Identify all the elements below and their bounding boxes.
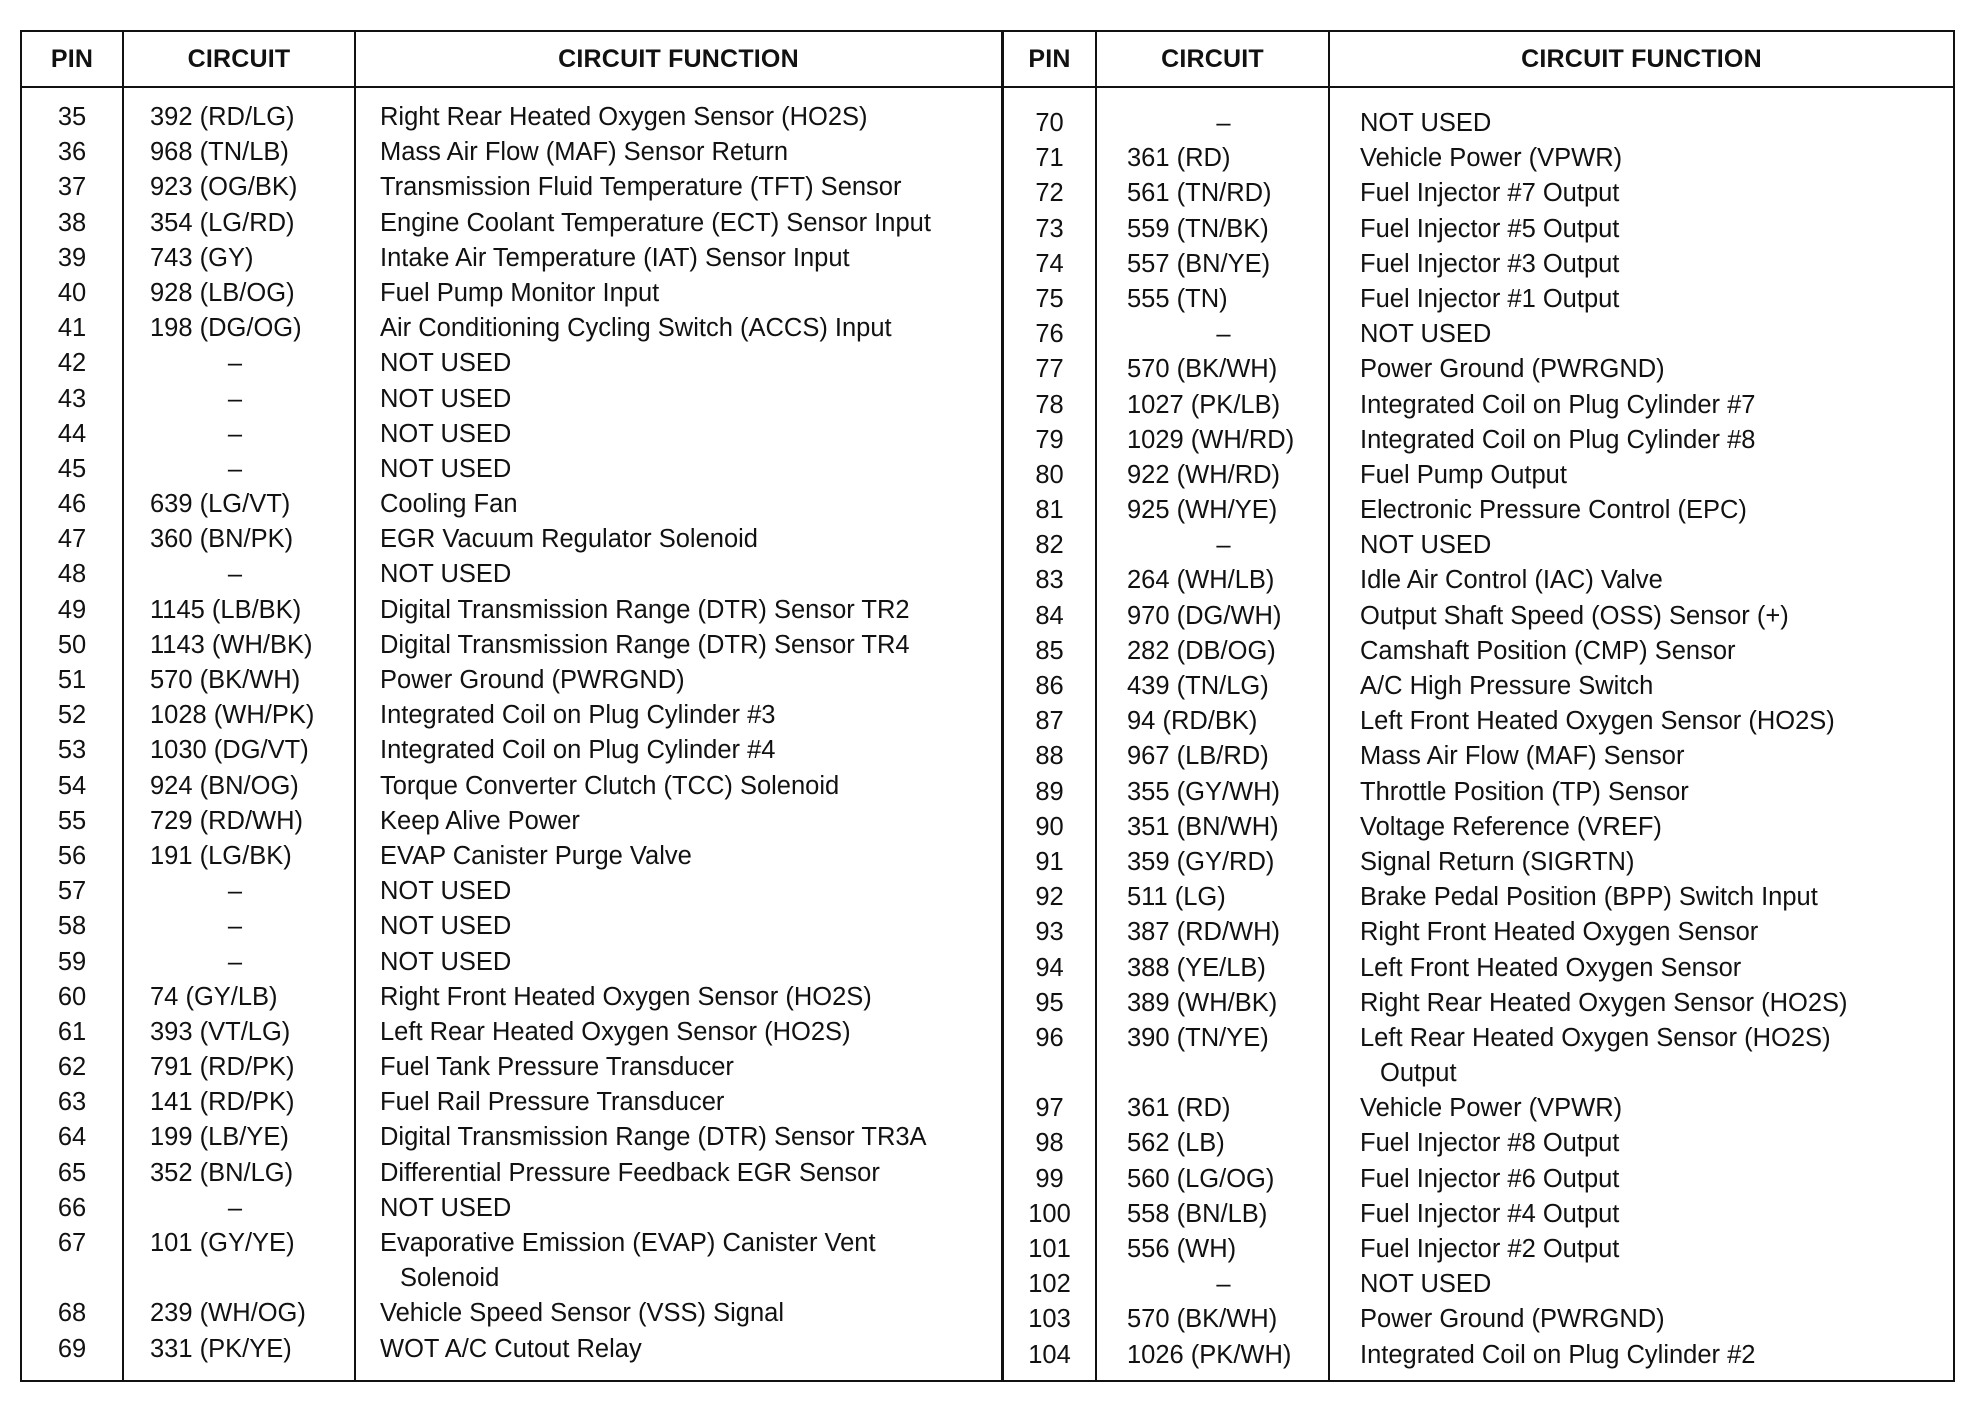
pin-table — [20, 30, 1955, 1382]
function-cell: Right Front Heated Oxygen Sensor (HO2S) — [380, 982, 872, 1011]
header-circuit-function: CIRCUIT FUNCTION — [1521, 44, 1762, 73]
circuit-cell: 729 (RD/WH) — [150, 806, 304, 835]
pin-cell: 66 — [57, 1193, 87, 1222]
pin-cell: 64 — [57, 1123, 87, 1152]
circuit-cell: 970 (DG/WH) — [1127, 601, 1282, 630]
function-cell: Digital Transmission Range (DTR) Sensor TR2 — [380, 595, 910, 624]
pin-cell: 35 — [57, 103, 87, 131]
pin-cell: 98 — [1035, 1129, 1064, 1158]
circuit-cell: – — [227, 419, 243, 448]
function-cell: Left Front Heated Oxygen Sensor — [1360, 953, 1742, 982]
pin-cell: 104 — [1028, 1340, 1071, 1369]
function-cell: Power Ground (PWRGND) — [1360, 1305, 1665, 1334]
function-cell: Fuel Injector #1 Output — [1360, 284, 1620, 313]
function-cell: Output Shaft Speed (OSS) Sensor (+) — [1360, 601, 1789, 630]
pin-cell: 99 — [1035, 1164, 1064, 1193]
pin-cell: 95 — [1035, 988, 1064, 1017]
function-cell: NOT USED — [380, 384, 512, 413]
pin-cell: 72 — [1035, 179, 1064, 208]
circuit-cell: 570 (BK/WH) — [1127, 1305, 1278, 1334]
function-cell: Keep Alive Power — [380, 806, 580, 835]
pin-cell: 75 — [1035, 284, 1064, 313]
function-line: Left Rear Heated Oxygen Sensor (HO2S) — [1360, 1023, 1831, 1052]
circuit-cell: 639 (LG/VT) — [150, 490, 291, 519]
function-cell: Intake Air Temperature (IAT) Sensor Input — [380, 243, 850, 272]
circuit-cell: 791 (RD/PK) — [150, 1053, 295, 1082]
pin-cell: 78 — [1035, 390, 1064, 419]
circuit-cell: 393 (VT/LG) — [150, 1017, 291, 1046]
pin-cell: 65 — [57, 1158, 87, 1187]
pin-cell: 69 — [57, 1334, 87, 1363]
circuit-cell: 191 (LG/BK) — [150, 841, 292, 870]
function-cell: Left Front Heated Oxygen Sensor (HO2S) — [1360, 707, 1835, 736]
circuit-cell: 555 (TN) — [1127, 284, 1228, 313]
function-column — [1330, 88, 1953, 1380]
circuit-cell: 558 (BN/LB) — [1127, 1199, 1268, 1228]
function-cell: Fuel Pump Output — [1360, 460, 1567, 489]
circuit-cell: – — [1216, 320, 1231, 349]
pin-cell: 103 — [1028, 1305, 1071, 1334]
circuit-cell: 928 (LB/OG) — [150, 278, 295, 307]
circuit-cell: 388 (YE/LB) — [1127, 953, 1266, 982]
pin-column — [1004, 88, 1097, 1380]
pin-cell: 53 — [57, 736, 87, 765]
pin-cell: 56 — [57, 841, 87, 870]
function-cell: Fuel Injector #5 Output — [1360, 214, 1620, 243]
header-circuit-function: CIRCUIT FUNCTION — [558, 44, 799, 73]
function-cell: Left Rear Heated Oxygen Sensor (HO2S) — [380, 1017, 851, 1046]
circuit-cell: 1026 (PK/WH) — [1127, 1340, 1292, 1369]
pin-cell: 97 — [1035, 1094, 1064, 1123]
circuit-cell: 239 (WH/OG) — [150, 1299, 306, 1328]
pin-cell: 92 — [1035, 883, 1064, 912]
function-cell: Mass Air Flow (MAF) Sensor Return — [380, 138, 789, 167]
function-cell: Differential Pressure Feedback EGR Sensor — [380, 1158, 880, 1187]
circuit-cell: 570 (BK/WH) — [1127, 355, 1278, 384]
function-cell: Fuel Injector #3 Output — [1360, 249, 1620, 278]
circuit-cell: 556 (WH) — [1127, 1235, 1237, 1264]
pin-cell: 82 — [1035, 531, 1064, 560]
function-cell: Vehicle Power (VPWR) — [1360, 144, 1623, 173]
pin-cell: 62 — [57, 1053, 87, 1082]
function-cell: NOT USED — [380, 912, 512, 941]
function-cell: Digital Transmission Range (DTR) Sensor TR4 — [380, 630, 910, 659]
function-cell: Power Ground (PWRGND) — [380, 666, 685, 694]
circuit-cell: 924 (BN/OG) — [150, 771, 299, 800]
function-cell: Fuel Injector #6 Output — [1360, 1164, 1620, 1193]
pin-cell: 89 — [1035, 777, 1064, 806]
pin-column — [22, 88, 124, 1380]
pin-cell: 73 — [1035, 214, 1064, 243]
pin-cell: 37 — [57, 173, 87, 202]
circuit-cell: 282 (DB/OG) — [1127, 636, 1276, 665]
pin-cell: 39 — [57, 243, 87, 272]
header-circuit: CIRCUIT — [124, 32, 356, 86]
pin-cell: 102 — [1028, 1270, 1071, 1299]
pin-cell: 54 — [57, 771, 87, 800]
function-cell: Idle Air Control (IAC) Valve — [1360, 566, 1663, 595]
circuit-cell: 439 (TN/LG) — [1127, 672, 1269, 700]
function-cell: Integrated Coil on Plug Cylinder #8 — [1360, 425, 1756, 454]
pin-cell: 100 — [1028, 1199, 1071, 1228]
pin-cell: 96 — [1035, 1023, 1064, 1052]
header-pin: PIN — [1004, 32, 1097, 86]
function-cell: Camshaft Position (CMP) Sensor — [1360, 636, 1736, 665]
function-cell: NOT USED — [1360, 531, 1492, 560]
function-cell: Throttle Position (TP) Sensor — [1360, 777, 1689, 806]
circuit-cell: 387 (RD/WH) — [1127, 918, 1281, 947]
circuit-cell: 331 (PK/YE) — [150, 1334, 292, 1363]
function-cell: A/C High Pressure Switch — [1360, 672, 1654, 700]
function-cell: NOT USED — [380, 947, 512, 976]
pin-cell: 49 — [57, 595, 87, 624]
pin-cell: 74 — [1035, 249, 1064, 278]
function-cell: Transmission Fluid Temperature (TFT) Sensor — [380, 173, 902, 202]
circuit-cell: – — [227, 454, 243, 483]
circuit-cell: 361 (RD) — [1127, 1094, 1231, 1123]
function-cell: NOT USED — [1360, 109, 1492, 137]
circuit-cell: – — [1216, 109, 1231, 137]
function-cell: Integrated Coil on Plug Cylinder #2 — [1360, 1340, 1756, 1369]
circuit-cell: 1030 (DG/VT) — [150, 736, 309, 765]
pin-cell: 45 — [57, 454, 87, 483]
function-cell: Signal Return (SIGRTN) — [1360, 847, 1635, 876]
function-cell: Right Rear Heated Oxygen Sensor (HO2S) — [380, 103, 868, 131]
function-cell: Integrated Coil on Plug Cylinder #4 — [380, 736, 776, 765]
circuit-cell: 923 (OG/BK) — [150, 173, 298, 202]
pin-cell: 40 — [57, 278, 87, 307]
circuit-cell: 94 (RD/BK) — [1127, 707, 1258, 736]
function-cell: Fuel Pump Monitor Input — [380, 278, 660, 307]
circuit-cell: 355 (GY/WH) — [1127, 777, 1281, 806]
function-cell: Fuel Rail Pressure Transducer — [380, 1088, 725, 1117]
circuit-cell: 351 (BN/WH) — [1127, 812, 1279, 841]
pin-cell: 63 — [57, 1088, 87, 1117]
circuit-cell: – — [227, 560, 243, 589]
pin-cell: 77 — [1035, 355, 1064, 384]
circuit-cell: – — [227, 1193, 243, 1222]
pin-cell: 50 — [57, 630, 87, 659]
function-cell: Mass Air Flow (MAF) Sensor — [1360, 742, 1685, 771]
table-right-half — [1004, 32, 1953, 1380]
pin-cell: 70 — [1035, 109, 1064, 137]
circuit-cell: 570 (BK/WH) — [150, 666, 301, 694]
circuit-cell: 561 (TN/RD) — [1127, 179, 1272, 208]
circuit-cell: 359 (GY/RD) — [1127, 847, 1275, 876]
function-cell: NOT USED — [380, 877, 512, 906]
circuit-cell: 354 (LG/RD) — [150, 208, 295, 237]
pin-cell: 51 — [57, 666, 87, 694]
circuit-cell: – — [1216, 531, 1231, 560]
pin-cell: 44 — [57, 419, 87, 448]
circuit-cell: 967 (LB/RD) — [1127, 742, 1269, 771]
pin-cell: 81 — [1035, 496, 1064, 525]
circuit-cell: 352 (BN/LG) — [150, 1158, 294, 1187]
pin-cell: 52 — [57, 701, 87, 730]
pin-cell: 67 — [57, 1229, 87, 1257]
circuit-cell: 199 (LB/YE) — [150, 1123, 289, 1152]
function-cell: Integrated Coil on Plug Cylinder #3 — [380, 701, 776, 730]
function-cell: Fuel Injector #2 Output — [1360, 1235, 1620, 1264]
function-cell: EVAP Canister Purge Valve — [380, 841, 692, 870]
circuit-cell: 562 (LB) — [1127, 1129, 1225, 1158]
function-cell: WOT A/C Cutout Relay — [380, 1334, 642, 1363]
pin-cell: 90 — [1035, 812, 1064, 841]
function-cell: Right Front Heated Oxygen Sensor — [1360, 918, 1759, 947]
circuit-column — [124, 88, 356, 1380]
table-body-right — [1004, 88, 1953, 1380]
pin-cell: 84 — [1035, 601, 1064, 630]
pin-cell: 47 — [57, 525, 87, 554]
pin-cell: 57 — [57, 877, 87, 906]
function-line: Evaporative Emission (EVAP) Canister Vent — [380, 1229, 876, 1257]
circuit-cell: 1145 (LB/BK) — [150, 595, 302, 624]
function-cell: Voltage Reference (VREF) — [1360, 812, 1662, 841]
function-line: Solenoid — [400, 1264, 500, 1293]
function-cell: Integrated Coil on Plug Cylinder #7 — [1360, 390, 1756, 419]
pin-cell: 85 — [1035, 636, 1064, 665]
function-cell: Brake Pedal Position (BPP) Switch Input — [1360, 883, 1818, 912]
header-row-left — [22, 32, 1001, 88]
circuit-cell: 922 (WH/RD) — [1127, 460, 1281, 489]
pin-cell: 38 — [57, 208, 87, 237]
function-cell: Air Conditioning Cycling Switch (ACCS) Input — [380, 314, 892, 343]
function-cell: NOT USED — [1360, 320, 1492, 349]
circuit-cell: 1027 (PK/LB) — [1127, 390, 1281, 419]
function-cell: NOT USED — [380, 349, 512, 378]
circuit-cell: 743 (GY) — [150, 243, 254, 272]
circuit-cell: 74 (GY/LB) — [150, 982, 278, 1011]
circuit-cell: 198 (DG/OG) — [150, 314, 302, 343]
circuit-cell: – — [227, 384, 243, 413]
circuit-cell: 361 (RD) — [1127, 144, 1231, 173]
function-cell: Fuel Tank Pressure Transducer — [380, 1053, 734, 1082]
pin-cell: 68 — [57, 1299, 87, 1328]
function-cell: NOT USED — [1360, 1270, 1492, 1299]
pin-cell: 91 — [1035, 847, 1064, 876]
function-cell: Fuel Injector #7 Output — [1360, 179, 1620, 208]
function-cell: NOT USED — [380, 560, 512, 589]
circuit-cell: 264 (WH/LB) — [1127, 566, 1275, 595]
circuit-cell: 389 (WH/BK) — [1127, 988, 1278, 1017]
circuit-cell: 360 (BN/PK) — [150, 525, 294, 554]
pin-cell: 36 — [57, 138, 87, 167]
pin-cell: 55 — [57, 806, 87, 835]
header-pin: PIN — [22, 32, 124, 86]
table-left-half — [22, 32, 1004, 1380]
function-cell: EGR Vacuum Regulator Solenoid — [380, 525, 758, 554]
function-cell: NOT USED — [380, 1193, 512, 1222]
function-cell: Right Rear Heated Oxygen Sensor (HO2S) — [1360, 988, 1848, 1017]
pin-cell: 101 — [1028, 1235, 1071, 1264]
function-cell: Fuel Injector #4 Output — [1360, 1199, 1620, 1228]
function-cell: Fuel Injector #8 Output — [1360, 1129, 1620, 1158]
circuit-cell: 1028 (WH/PK) — [150, 701, 315, 730]
function-cell — [356, 1226, 1001, 1296]
circuit-cell: 392 (RD/LG) — [150, 103, 295, 131]
circuit-cell: 559 (TN/BK) — [1127, 214, 1269, 243]
pin-cell: 83 — [1035, 566, 1064, 595]
circuit-cell: 557 (BN/YE) — [1127, 249, 1271, 278]
circuit-cell: – — [227, 877, 243, 906]
pin-cell: 76 — [1035, 320, 1064, 349]
header-circuit: CIRCUIT — [1097, 32, 1330, 86]
circuit-cell: 968 (TN/LB) — [150, 138, 289, 167]
function-cell: NOT USED — [380, 419, 512, 448]
function-cell: Power Ground (PWRGND) — [1360, 355, 1665, 384]
pin-cell: 60 — [57, 982, 87, 1011]
pin-cell: 88 — [1035, 742, 1064, 771]
circuit-cell: 925 (WH/YE) — [1127, 496, 1278, 525]
header-row-right — [1004, 32, 1953, 88]
function-cell: Vehicle Power (VPWR) — [1360, 1094, 1623, 1123]
pin-cell: 41 — [57, 314, 87, 343]
pin-cell: 46 — [57, 490, 87, 519]
table-body-left — [22, 88, 1001, 1380]
function-cell: Electronic Pressure Control (EPC) — [1360, 496, 1747, 525]
circuit-column — [1097, 88, 1330, 1380]
pin-cell: 71 — [1035, 144, 1064, 173]
circuit-cell: 1029 (WH/RD) — [1127, 425, 1295, 454]
pin-cell: 61 — [57, 1017, 87, 1046]
pin-cell: 87 — [1035, 707, 1064, 736]
function-cell: Torque Converter Clutch (TCC) Solenoid — [380, 771, 840, 800]
pin-cell: 79 — [1035, 425, 1064, 454]
function-column — [356, 88, 1001, 1380]
function-cell: NOT USED — [380, 454, 512, 483]
circuit-cell: – — [227, 912, 243, 941]
pin-cell: 80 — [1035, 460, 1064, 489]
circuit-cell: 101 (GY/YE) — [150, 1229, 295, 1257]
function-cell: Cooling Fan — [380, 490, 518, 519]
function-cell: Digital Transmission Range (DTR) Sensor TR3A — [380, 1123, 927, 1152]
circuit-cell: 1143 (WH/BK) — [150, 630, 313, 659]
pin-cell: 48 — [57, 560, 87, 589]
pin-cell: 43 — [57, 384, 87, 413]
pin-cell: 86 — [1035, 672, 1064, 700]
pin-cell: 94 — [1035, 953, 1064, 982]
function-cell — [1330, 1021, 1953, 1091]
circuit-cell: 560 (LG/OG) — [1127, 1164, 1275, 1193]
circuit-cell: – — [1216, 1270, 1231, 1299]
function-line: Output — [1380, 1059, 1457, 1088]
function-cell: Vehicle Speed Sensor (VSS) Signal — [380, 1299, 784, 1328]
circuit-cell: 141 (RD/PK) — [150, 1088, 295, 1117]
circuit-cell: 390 (TN/YE) — [1127, 1023, 1269, 1052]
pin-cell: 93 — [1035, 918, 1064, 947]
circuit-cell: 511 (LG) — [1127, 883, 1226, 912]
pin-cell: 59 — [57, 947, 87, 976]
pin-cell: 58 — [57, 912, 87, 941]
function-cell: Engine Coolant Temperature (ECT) Sensor Input — [380, 208, 931, 237]
circuit-cell: – — [227, 349, 243, 378]
circuit-cell: – — [227, 947, 243, 976]
pin-cell: 42 — [57, 349, 87, 378]
